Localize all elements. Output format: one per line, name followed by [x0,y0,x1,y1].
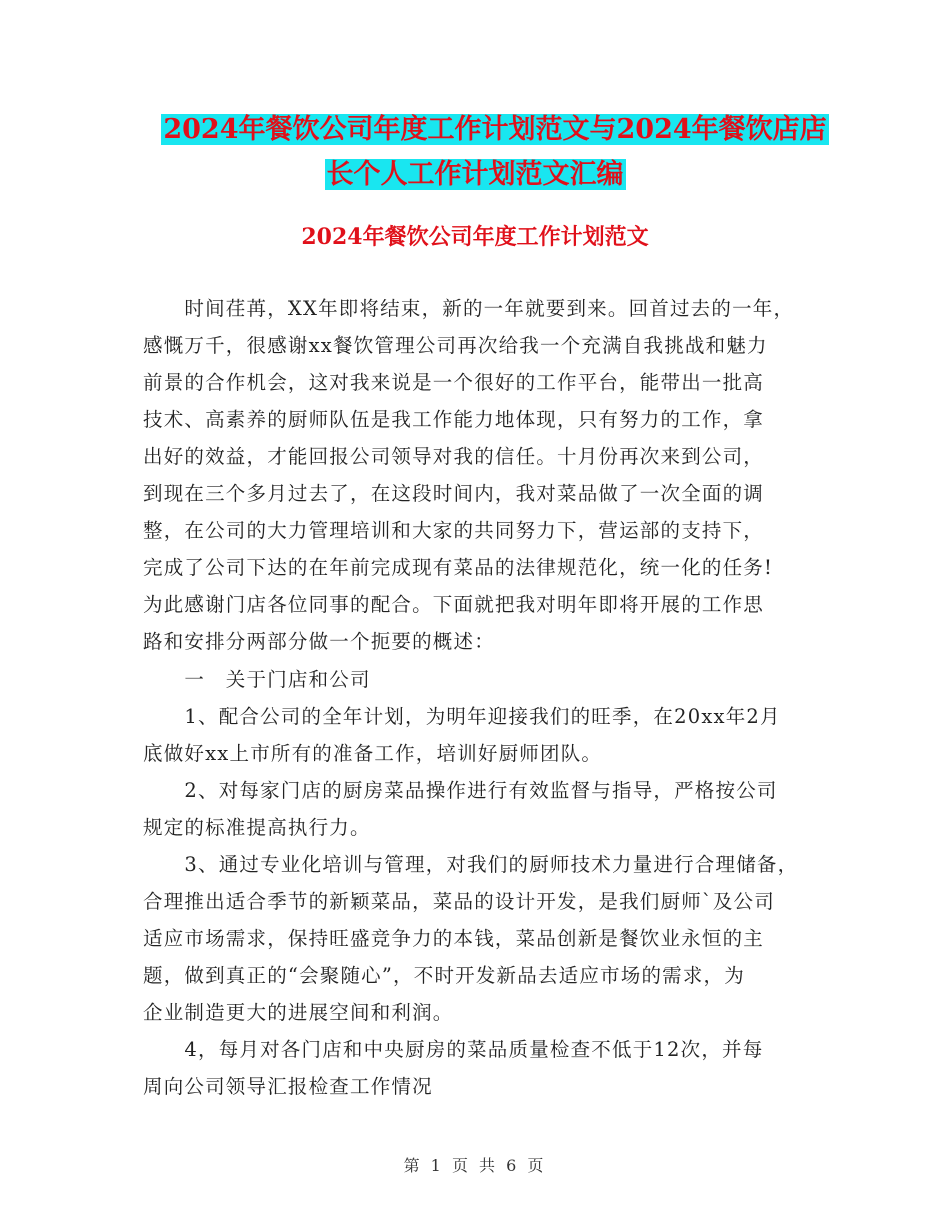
body-line: 适应市场需求，保持旺盛竞争力的本钱，菜品创新是餐饮业永恒的主 [143,927,765,950]
body-line: 企业制造更大的进展空间和利润。 [143,1001,454,1024]
body-line: 前景的合作机会，这对我来说是一个很好的工作平台，能带出一批高 [143,371,765,394]
section-heading: 一 关于门店和公司 [143,668,371,691]
body-line: 出好的效益，才能回报公司领导对我的信任。十月份再次来到公司， [143,445,765,468]
body-line: 技术、高素养的厨师队伍是我工作能力地体现，只有努力的工作，拿 [143,408,765,431]
body-line: 路和安排分两部分做一个扼要的概述： [143,630,495,653]
body-line: 整，在公司的大力管理培训和大家的共同努力下，营运部的支持下， [143,519,765,542]
body-line: 感慨万千，很感谢xx餐饮管理公司再次给我一个充满自我挑战和魅力 [143,334,768,357]
document-title-line-2: 长个人工作计划范文汇编 [326,159,624,190]
body-line: 为此感谢门店各位同事的配合。下面就把我对明年即将开展的工作思 [143,593,765,616]
body-line: 时间荏苒，XX年即将结束，新的一年就要到来。回首过去的一年， [143,297,795,320]
body-line: 周向公司领导汇报检查工作情况 [143,1075,433,1098]
page-footer: 第 1 页 共 6 页 [403,1156,547,1175]
section-title: 2024年餐饮公司年度工作计划范文 [301,224,649,250]
body-line: 4，每月对各门店和中央厨房的菜品质量检查不低于12次，并每 [143,1038,764,1061]
body-line: 3、通过专业化培训与管理，对我们的厨师技术力量进行合理储备， [143,853,799,876]
body-line: 1、配合公司的全年计划，为明年迎接我们的旺季，在20xx年2月 [143,705,781,728]
body-line: 底做好xx上市所有的准备工作，培训好厨师团队。 [143,742,603,765]
body-line: 到现在三个多月过去了，在这段时间内，我对菜品做了一次全面的调 [143,482,765,505]
body-line: 合理推出适合季节的新颖菜品，菜品的设计开发，是我们厨师`及公司 [143,890,775,913]
body-line: 题，做到真正的“会聚随心”，不时开发新品去适应市场的需求，为 [143,964,745,987]
body-line: 规定的标准提高执行力。 [143,816,371,839]
body-line: 2、对每家门店的厨房菜品操作进行有效监督与指导，严格按公司 [143,779,778,802]
document-title-line-1: 2024年餐饮公司年度工作计划范文与2024年餐饮店店 [163,114,827,145]
body-line: 完成了公司下达的在年前完成现有菜品的法律规范化，统一化的任务! [143,556,774,579]
